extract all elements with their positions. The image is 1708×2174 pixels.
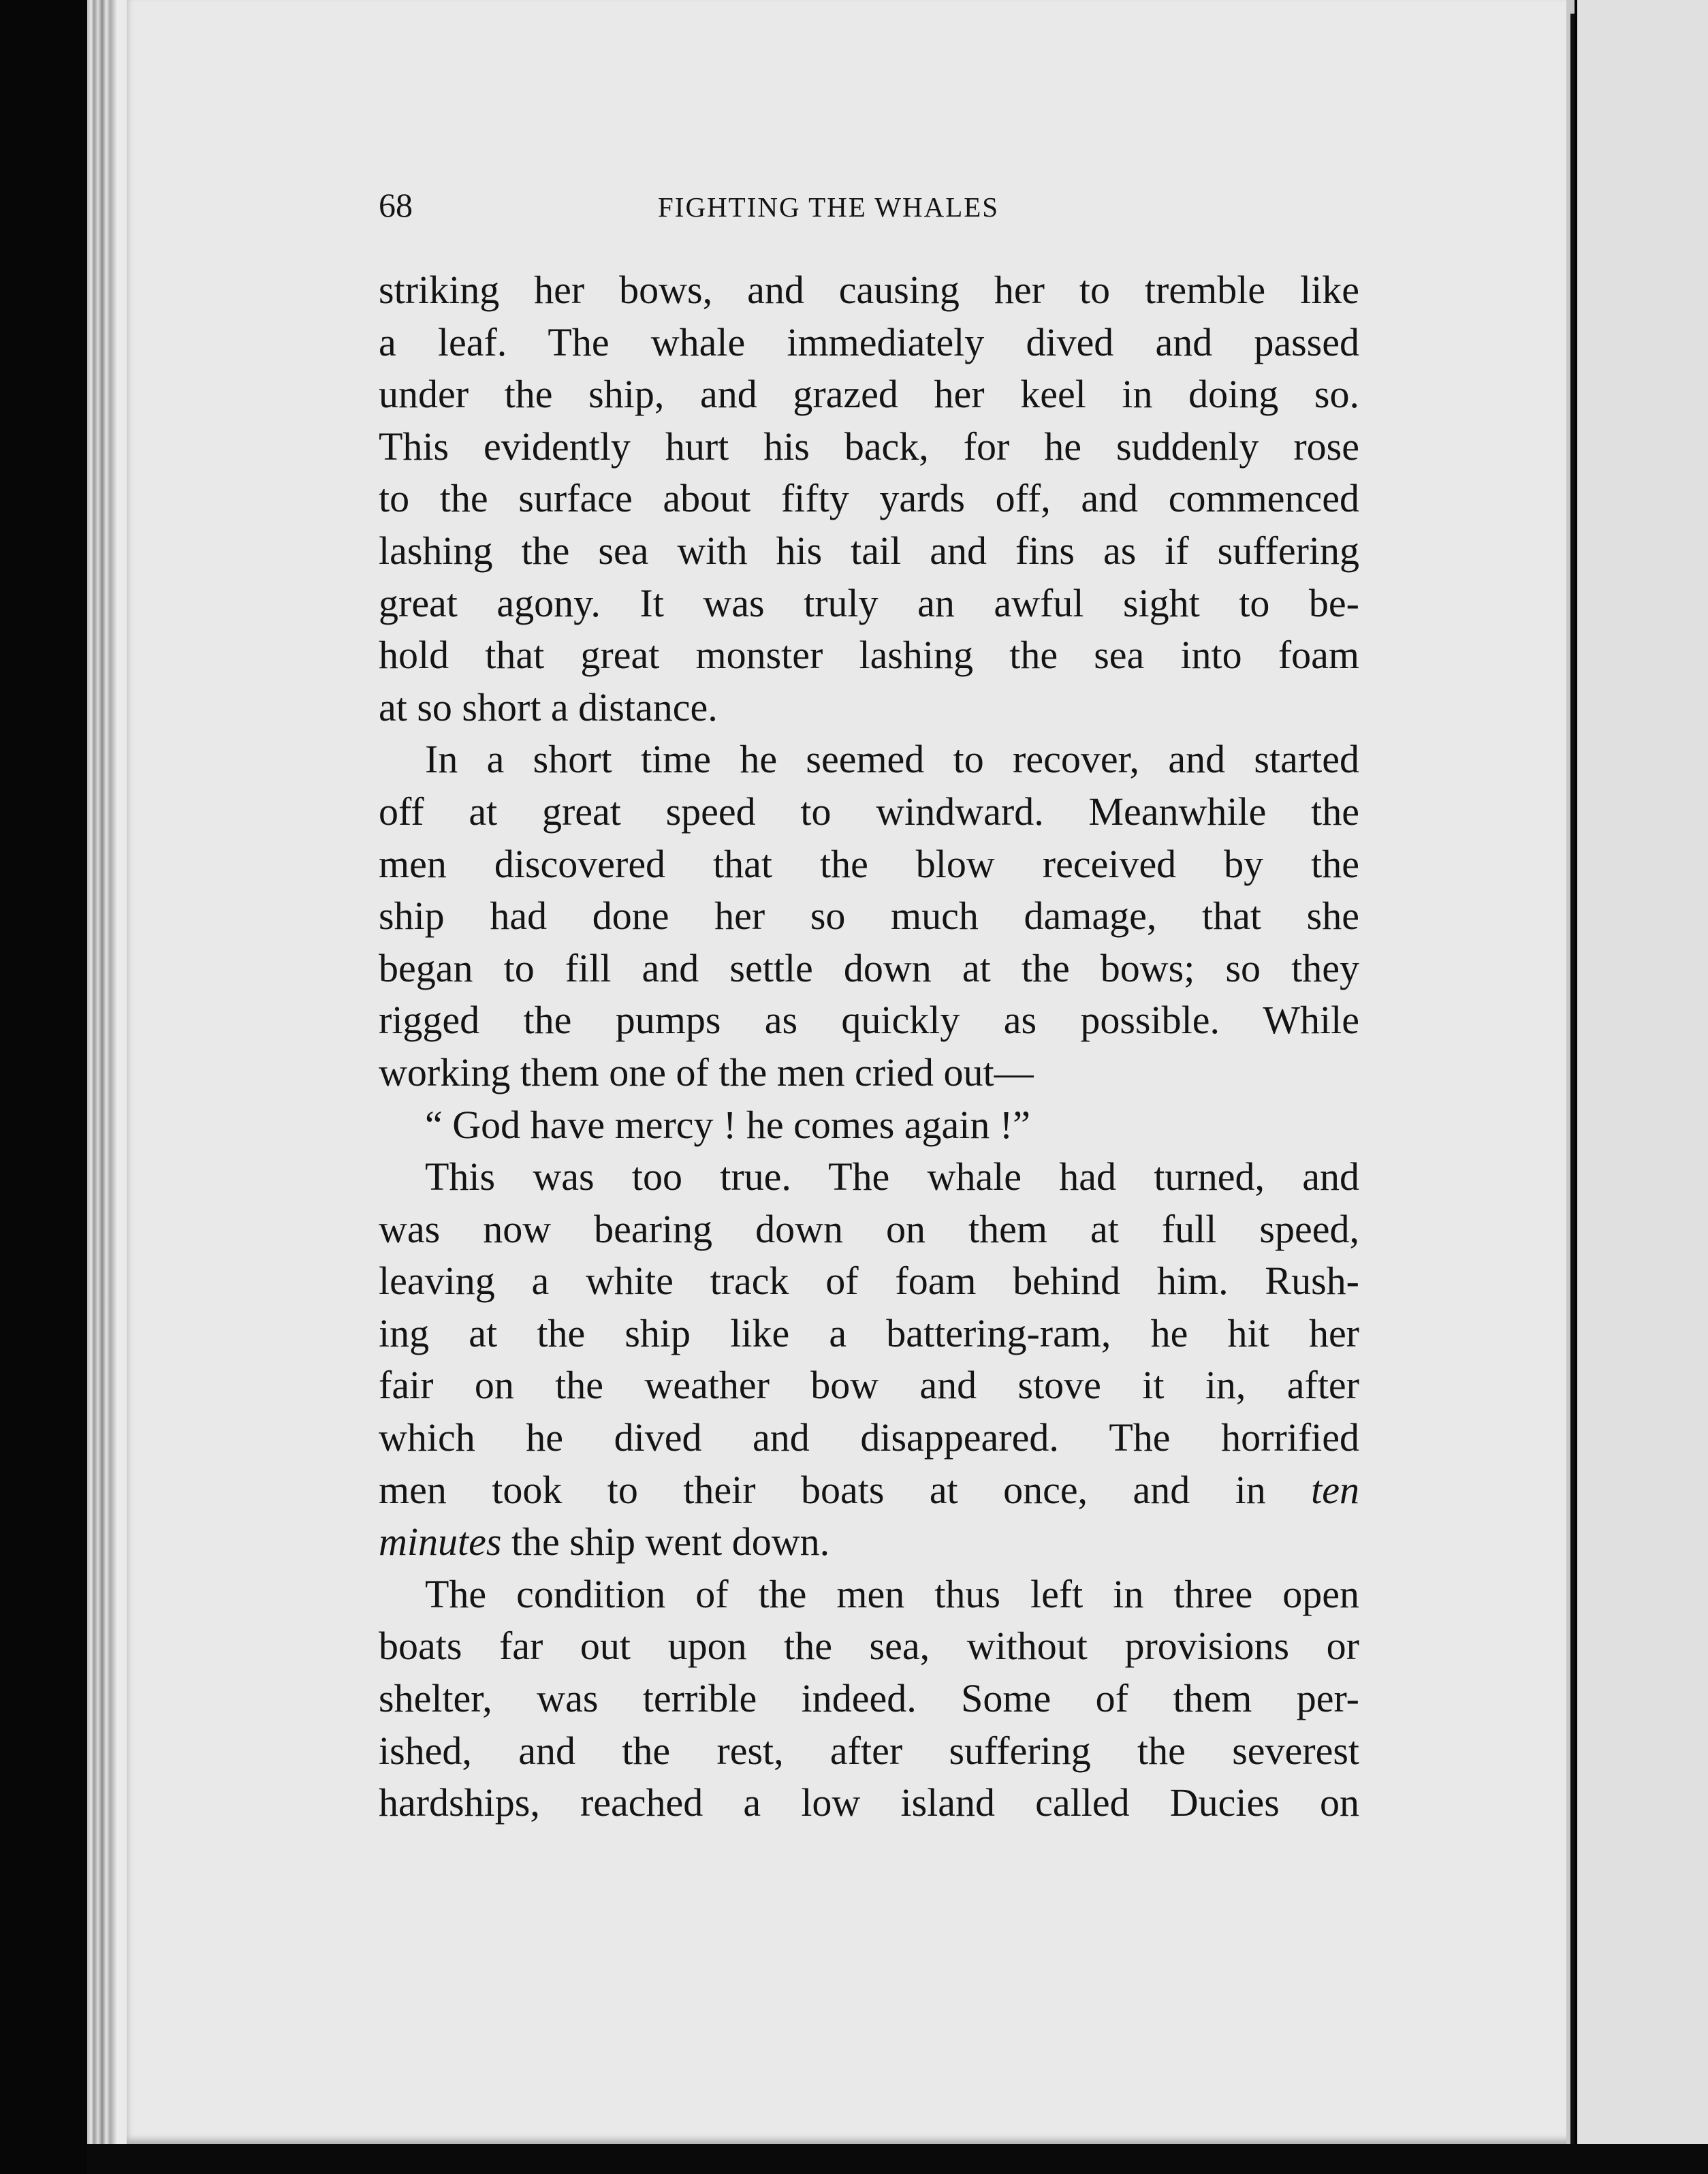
italic-text: ten — [1311, 1467, 1359, 1512]
text-line: working them one of the men cried out— — [379, 1050, 1034, 1094]
text-line: fair on the weather bow and stove it in, after — [379, 1363, 1359, 1408]
text-segment: men took to their boats at once, and in — [379, 1467, 1266, 1512]
text-line: ing at the ship like a battering-ram, he hit her — [379, 1310, 1359, 1355]
page-header — [379, 181, 1359, 229]
text-line-with-italic — [379, 1516, 1359, 1569]
text-line: hold that great monster lashing the sea into foam — [379, 633, 1359, 678]
page-number: 68 — [379, 186, 413, 224]
page-edges — [87, 0, 128, 2174]
text-line: was now bearing down on them at full speed, — [379, 1206, 1359, 1251]
text-line: off at great speed to windward. Meanwhile the — [379, 789, 1359, 834]
scan-left-margin — [0, 0, 87, 2174]
text-line: under the ship, and grazed her keel in doing so. — [379, 372, 1359, 417]
text-line: which he dived and disappeared. The horrified — [379, 1415, 1359, 1460]
quoted-line: “ God have mercy ! he comes again !” — [425, 1102, 1030, 1147]
text-line: In a short time he seemed to recover, and started — [425, 737, 1359, 782]
running-title: FIGHTING THE WHALES — [658, 191, 1000, 223]
text-line: striking her bows, and causing her to tremble like — [379, 268, 1359, 312]
text-line: leaving a white track of foam behind him. Rush- — [379, 1259, 1359, 1304]
text-line: began to fill and settle down at the bows; so they — [379, 945, 1359, 990]
gutter-line — [1570, 14, 1575, 2159]
text-line: This was too true. The whale had turned, and — [425, 1154, 1359, 1199]
facing-page-edge — [1577, 0, 1708, 2174]
text-line: This evidently hurt his back, for he suddenly rose — [379, 424, 1359, 469]
text-line: boats far out upon the sea, without provisions or — [379, 1624, 1359, 1669]
text-line: ished, and the rest, after suffering the severest — [379, 1728, 1359, 1773]
text-line: The condition of the men thus left in three open — [425, 1571, 1359, 1616]
text-line: rigged the pumps as quickly as possible. While — [379, 998, 1359, 1043]
text-line-with-italic — [379, 1464, 1359, 1517]
scan-bottom-edge — [87, 2144, 1708, 2174]
text-line: to the surface about fifty yards off, and commenced — [379, 476, 1359, 521]
text-line: hardships, reached a low island called Ducies on — [379, 1780, 1359, 1825]
text-line: great agony. It was truly an awful sight to be- — [379, 580, 1359, 625]
text-line: ship had done her so much damage, that she — [379, 894, 1359, 939]
body-text — [379, 264, 1359, 1829]
text-line: a leaf. The whale immediately dived and passed — [379, 319, 1359, 364]
italic-text: minutes — [379, 1519, 502, 1564]
text-line: men discovered that the blow received by the — [379, 841, 1359, 886]
text-segment: the ship went down. — [511, 1519, 830, 1564]
text-line: at so short a distance. — [379, 684, 718, 729]
text-line: lashing the sea with his tail and fins as if suffering — [379, 528, 1359, 573]
text-line: shelter, was terrible indeed. Some of them per- — [379, 1676, 1359, 1721]
